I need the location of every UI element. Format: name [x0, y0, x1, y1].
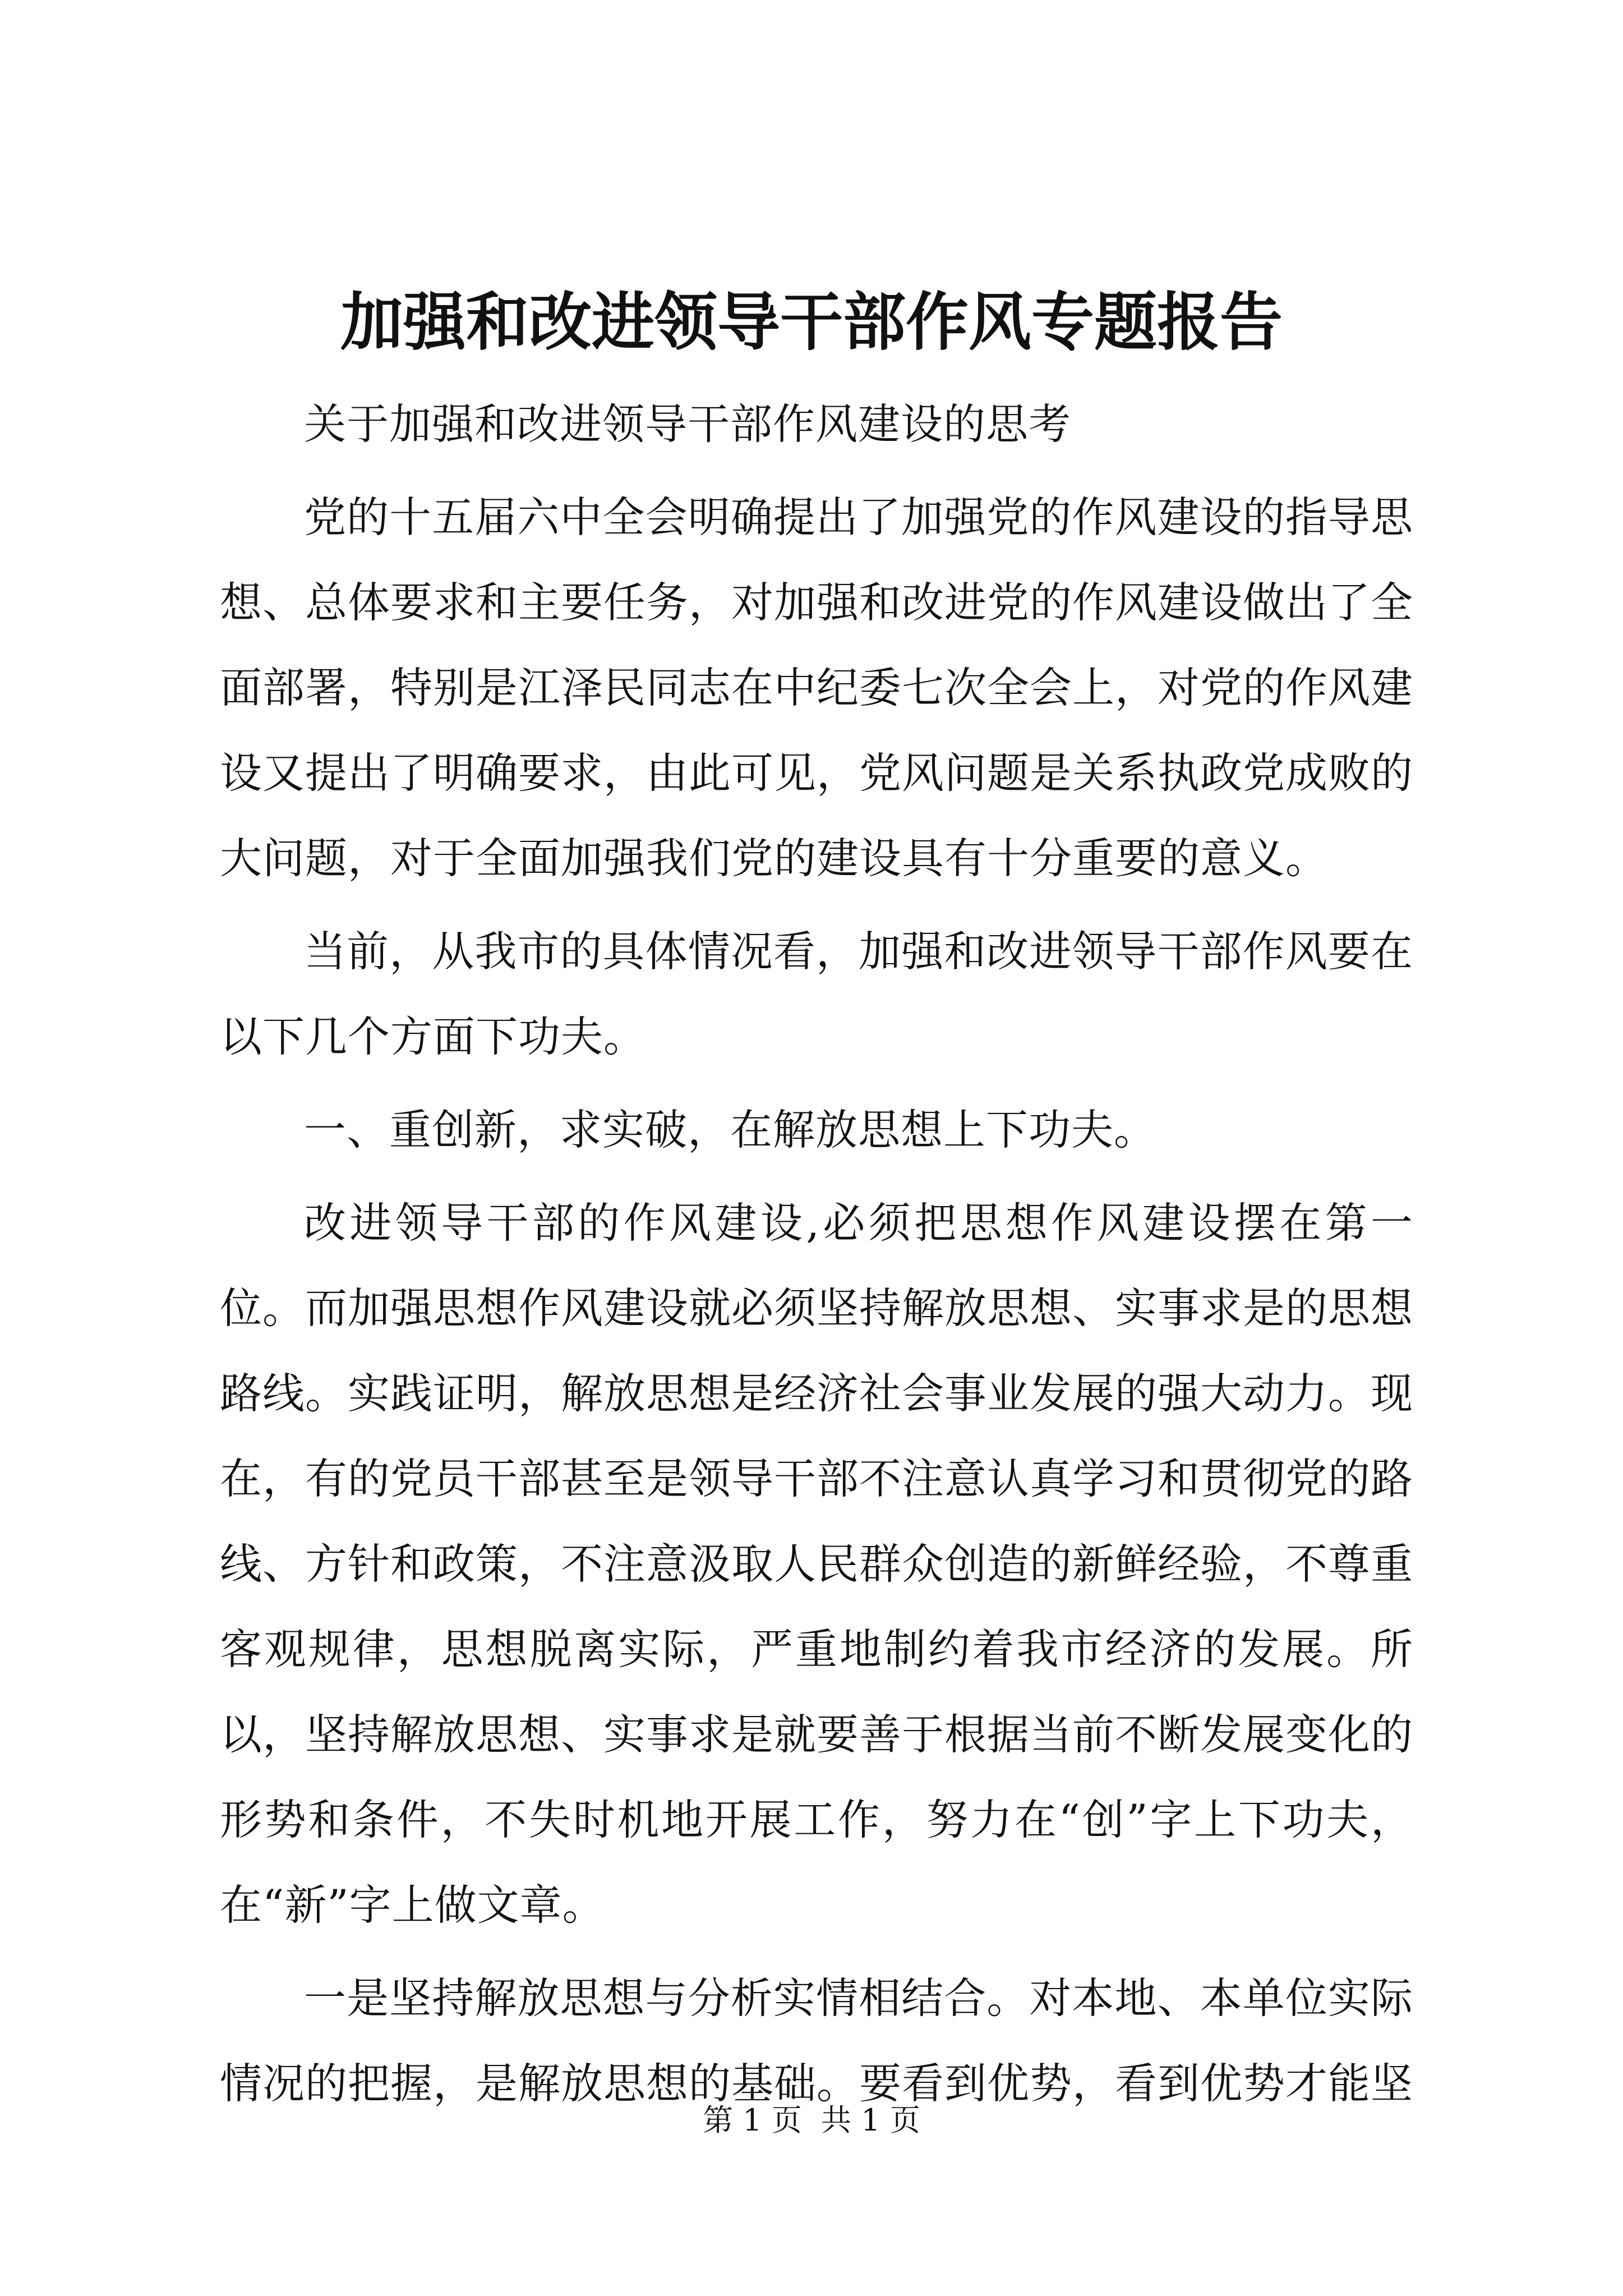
body-paragraph: 改进领导干部的作风建设,必须把思想作风建设摆在第一位。而加强思想作风建设就必须坚持解放思想、实事求是的思想路线。实践证明，解放思想是经济社会事业发展的强大动力。现在，有的党员干部甚至是领导干部不注意认真学习和贯彻党的路线、方针和政策，不注意汲取人民群众创造的新鲜经验，不尊重客观规律，思想脱离实际，严重地制约着我市经济的发展。所以，坚持解放思想、实事求是就要善于根据当前不断发展变化的形势和条件，不失时机地开展工作，努力在“创”字上下功夫，在“新”字上做文章。 — [220, 1198, 1414, 1930]
body-paragraph: 一是坚持解放思想与分析实情相结合。对本地、本单位实际情况的把握，是解放思想的基础。要看到优势，看到优势才能坚 — [220, 1973, 1414, 2108]
page-number: 第 1 页 共 1 页 — [703, 2102, 920, 2138]
body-paragraph: 当前，从我市的具体情况看，加强和改进领导干部作风要在以下几个方面下功夫。 — [220, 927, 1413, 1061]
document-title: 加强和改进领导干部作风专题报告 — [340, 286, 1283, 359]
section-heading-paragraph: 一、重创新，求实破，在解放思想上下功夫。 — [304, 1105, 1157, 1154]
page-footer — [0, 2101, 1623, 2140]
body-paragraph: 党的十五届六中全会明确提出了加强党的作风建设的指导思想、总体要求和主要任务，对加强和改进党的作风建设做出了全面部署，特别是江泽民同志在中纪委七次全会上，对党的作风建设又提出了明确要求，由此可见，党风问题是关系执政党成败的大问题，对于全面加强我们党的建设具有十分重要的意义。 — [220, 493, 1414, 883]
subtitle-paragraph: 关于加强和改进领导干部作风建设的思考 — [304, 399, 1072, 449]
document-body — [220, 381, 1413, 2126]
